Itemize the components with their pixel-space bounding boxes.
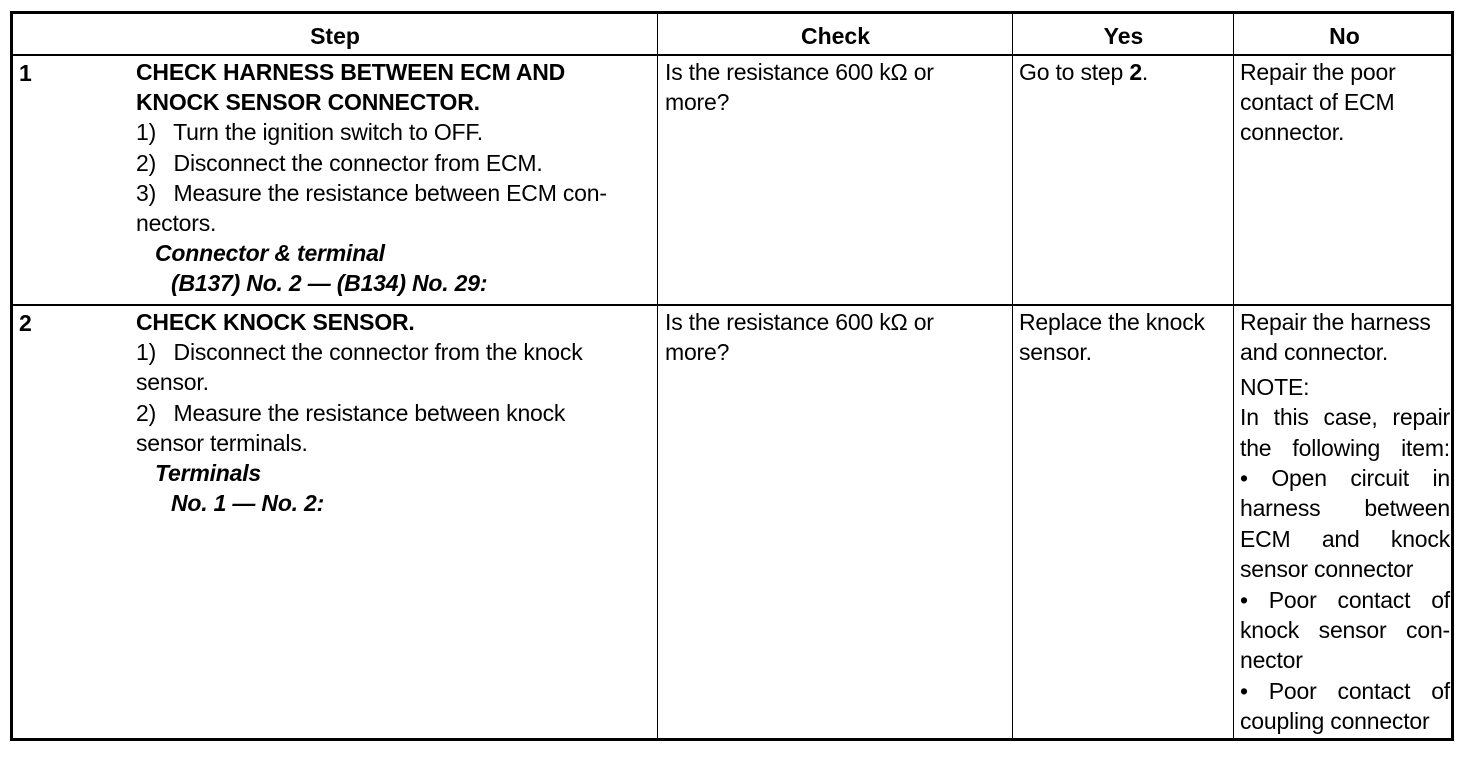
step-number: 2 xyxy=(19,310,32,336)
bullet-item: sensor connector xyxy=(1240,556,1414,583)
spec-value: No. 1 — No. 2: xyxy=(171,490,325,517)
procedure-step: sensor terminals. xyxy=(136,429,308,456)
no-action: Repair the harness and connector. NOTE: In this case, repair the following item: • Open circuit in harness between ECM and knock sensor connector • Poor contact of knock sensor con- nector • Poor contact of coupling connector xyxy=(1240,307,1450,737)
header-step: Step xyxy=(310,23,360,49)
step-title: KNOCK SENSOR CONNECTOR. xyxy=(136,89,480,116)
bullet-item: ECM and knock xyxy=(1240,525,1450,552)
check-question: Is the resistance 600 kΩ or more? xyxy=(665,59,934,116)
procedure-step: 2) Disconnect the connector from ECM. xyxy=(136,149,543,176)
no-action: Repair the poor contact of ECM connector. xyxy=(1240,59,1396,146)
procedure-step: 2) Measure the resistance between knock xyxy=(136,399,566,426)
check-question: Is the resistance 600 kΩ or more? xyxy=(665,309,934,366)
procedure-step: nectors. xyxy=(136,210,217,237)
step-description xyxy=(136,57,607,299)
note-text: the following item: xyxy=(1240,434,1450,461)
bullet-item: • Open circuit in xyxy=(1240,465,1450,492)
step-description xyxy=(136,307,583,518)
spec-label: Terminals xyxy=(155,460,262,487)
column-divider-no xyxy=(1233,14,1234,738)
header-no: No xyxy=(1329,23,1360,49)
procedure-step: 1) Turn the ignition switch to OFF. xyxy=(136,119,483,146)
yes-action: Go to step 2. xyxy=(1019,59,1149,85)
column-divider-yes xyxy=(1012,14,1013,738)
step-title: CHECK KNOCK SENSOR. xyxy=(136,309,415,335)
bullet-item: coupling connector xyxy=(1240,708,1430,735)
procedure-step: sensor. xyxy=(136,369,209,396)
bullet-item: • Poor contact of xyxy=(1240,586,1450,613)
step-title: CHECK HARNESS BETWEEN ECM AND xyxy=(136,59,566,85)
spec-value: (B137) No. 2 — (B134) No. 29: xyxy=(171,270,488,297)
column-divider-check xyxy=(657,14,658,738)
procedure-step: 1) Disconnect the connector from the knock xyxy=(136,339,583,366)
procedure-step: 3) Measure the resistance between ECM con- xyxy=(136,179,607,206)
header-check: Check xyxy=(800,23,871,49)
note-label: NOTE: xyxy=(1240,373,1310,400)
bullet-item: harness between xyxy=(1240,495,1450,522)
row-divider xyxy=(13,304,1451,306)
bullet-item: • Poor contact of xyxy=(1240,677,1450,704)
bullet-item: knock sensor con- xyxy=(1240,617,1450,644)
spec-label: Connector & terminal xyxy=(155,240,385,267)
note-text: In this case, repair xyxy=(1240,404,1450,431)
step-number: 1 xyxy=(19,60,32,86)
header-yes: Yes xyxy=(1103,23,1144,49)
yes-action: Replace the knock sensor. xyxy=(1019,309,1205,366)
bullet-item: nector xyxy=(1240,647,1303,674)
header-divider xyxy=(13,54,1451,56)
diagnostic-table xyxy=(10,11,1454,741)
